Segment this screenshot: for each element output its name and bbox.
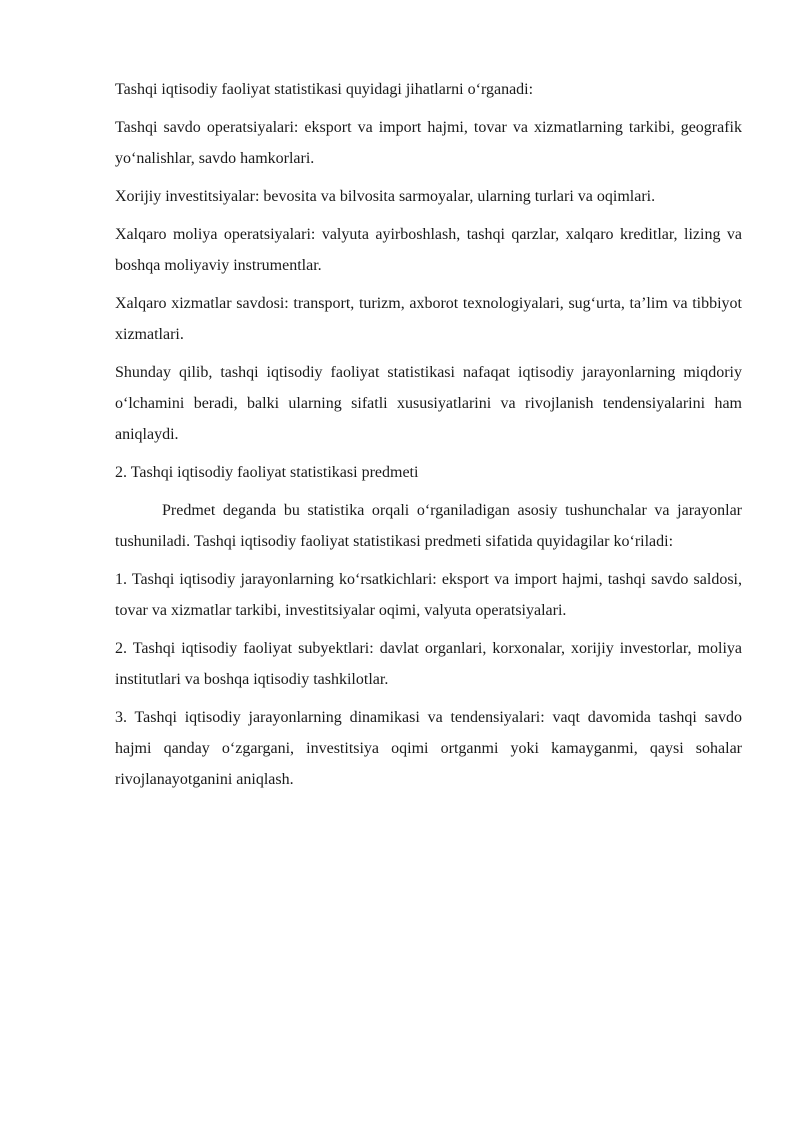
subject-definition-paragraph: Predmet deganda bu statistika orqali o‘rganiladigan asosiy tushunchalar va jarayonlar tushuniladi. Tashqi iqtisodiy faoliyat statistikasi predmeti sifatida quyidagilar ko‘riladi: [115,502,742,550]
list-item-2: 2. Tashqi iqtisodiy faoliyat subyektlari: davlat organlari, korxonalar, xorijiy investorlar, moliya institutlari va boshqa iqtisodiy tashkilotlar. [115,640,742,688]
summary-paragraph: Shunday qilib, tashqi iqtisodiy faoliyat statistikasi nafaqat iqtisodiy jarayonlarning miqdoriy o‘lchamini beradi, balki ularning sifatli xususiyatlarini va rivojlanish tendensiyalarini ham aniqlaydi. [115,364,742,443]
international-services-paragraph: Xalqaro xizmatlar savdosi: transport, turizm, axborot texnologiyalari, sug‘urta, ta’lim va tibbiyot xizmatlari. [115,295,742,343]
document-body [115,74,742,802]
list-item-1: 1. Tashqi iqtisodiy jarayonlarning ko‘rsatkichlari: eksport va import hajmi, tashqi savdo saldosi, tovar va xizmatlar tarkibi, investitsiyalar oqimi, valyuta operatsiyalari. [115,571,742,619]
international-finance-paragraph: Xalqaro moliya operatsiyalari: valyuta ayirboshlash, tashqi qarzlar, xalqaro kreditlar, lizing va boshqa moliyaviy instrumentlar. [115,226,742,274]
list-item-3: 3. Tashqi iqtisodiy jarayonlarning dinamikasi va tendensiyalari: vaqt davomida tashqi savdo hajmi qanday o‘zgargani, investitsiya oqimi ortganmi yoki kamayganmi, qaysi sohalar rivojlanayotganini aniqlash. [115,709,742,788]
intro-paragraph: Tashqi iqtisodiy faoliyat statistikasi quyidagi jihatlarni o‘rganadi: [115,81,534,98]
section-heading: 2. Tashqi iqtisodiy faoliyat statistikasi predmeti [115,464,419,481]
foreign-investment-paragraph: Xorijiy investitsiyalar: bevosita va bilvosita sarmoyalar, ularning turlari va oqimlari. [115,188,656,205]
foreign-trade-paragraph: Tashqi savdo operatsiyalari: eksport va import hajmi, tovar va xizmatlarning tarkibi, geografik yo‘nalishlar, savdo hamkorlari. [115,119,742,167]
